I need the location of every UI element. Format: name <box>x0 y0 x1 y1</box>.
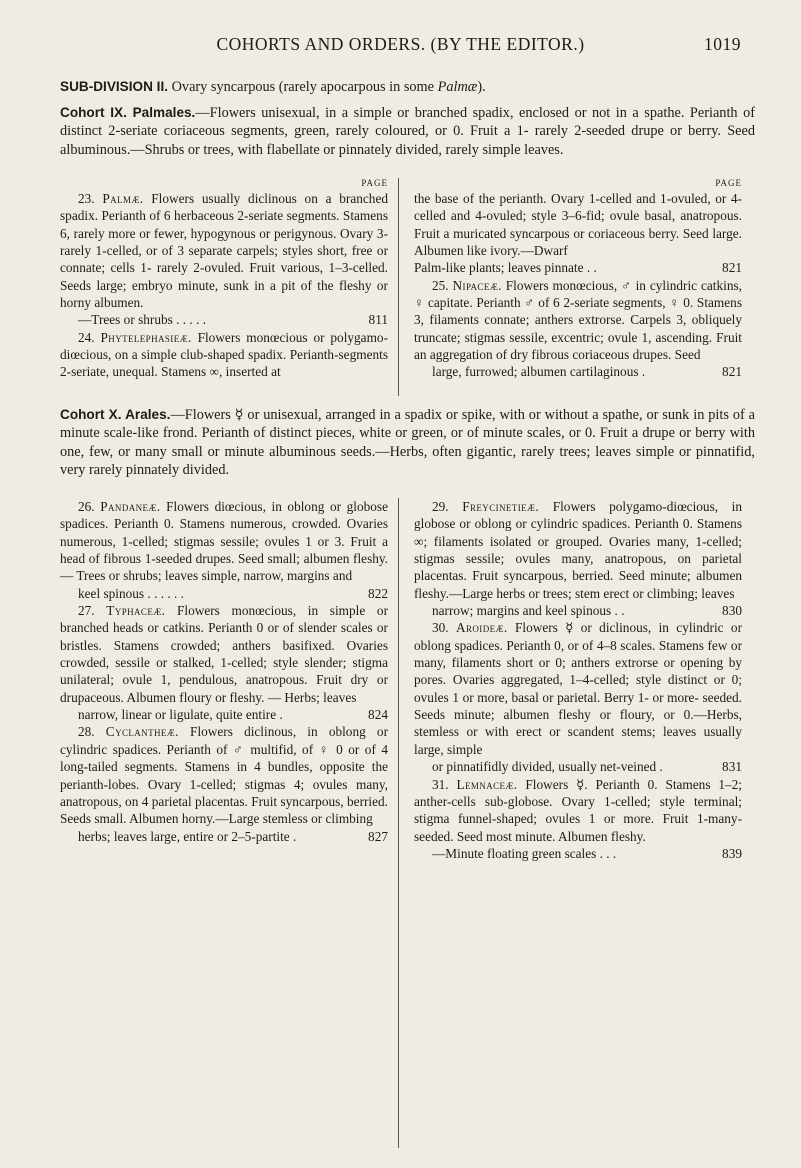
cohort-ix-title: Cohort IX. Palmales. <box>60 105 196 120</box>
subdivision-heading <box>60 78 755 96</box>
order-entry <box>60 498 388 602</box>
column-divider <box>398 178 399 396</box>
order-page-ref: 827 <box>368 828 388 844</box>
order-list-right <box>414 498 742 862</box>
order-last-line: keel spinous . . . . . . <box>78 585 184 601</box>
order-description: Flowers diœcious, in oblong or globose spadices. Perianth 0. Stamens numerous, crowded. Ovaries numerous, 1-celled; stigmas sessile; ovules 1 or 3. Fruit a head of fibrous 1-seeded drupes. Seed small; albumen fleshy. — Trees or shrubs; leaves simple, narrow, margins and <box>60 499 388 584</box>
order-number: 25. <box>432 277 449 293</box>
left-column <box>60 178 388 381</box>
order-description: Flowers polygamo-diœcious, in globose or oblong or cylindric spadices. Perianth 0. Stamens ∞; filaments isolated or grouped. Ovaries many, 1-celled; stigmas sessile; ovules many, anatropous, on parietal placentas. Fruit syncarpous, berried. Seed minute; albumen fleshy.—Large herbs or trees; stem erect or climbing; leaves <box>414 499 742 601</box>
left-column <box>60 498 388 845</box>
order-number: 23. <box>78 191 95 206</box>
order-page-ref: 830 <box>722 603 742 619</box>
order-name: Cyclantheæ. <box>105 724 179 740</box>
order-entry <box>414 277 742 381</box>
order-final-line <box>60 828 388 845</box>
order-last-line: —Trees or shrubs . . . . . <box>78 312 207 328</box>
subdivision-text: Ovary syncarpous (rarely apocarpous in some <box>168 79 438 95</box>
order-final-line <box>60 706 388 723</box>
order-last-line: Palm-like plants; leaves pinnate . . <box>414 260 597 276</box>
order-page-ref: 822 <box>368 585 388 601</box>
order-description: Flowers ☿. Perianth 0. Stamens 1–2; anther-cells sub-globose. Ovary 1-celled; style terminal; stigma funnel-shaped; ovules 1 or more. Fruit 1-many-seeded. Seed most minute. Albumen fleshy. <box>414 776 742 844</box>
order-page-ref: 811 <box>368 312 388 328</box>
subdivision-italic: Palmæ <box>437 79 478 95</box>
order-number: 27. <box>78 603 95 619</box>
order-entry <box>60 329 388 381</box>
order-page-ref: 839 <box>722 845 742 861</box>
order-name: Phytelephasieæ. <box>100 329 192 345</box>
right-column <box>414 178 742 381</box>
order-number: 26. <box>78 499 95 514</box>
cohort-ix-orders <box>60 178 755 396</box>
order-description: Flowers monœcious or polygamo-diœcious, on a simple club-shaped spadix. Perianth-segments 2-seriate, unequal. Stamens ∞, inserted at <box>60 329 389 380</box>
order-final-line <box>414 845 742 862</box>
order-last-line: —Minute floating green scales . . . <box>432 845 617 861</box>
order-description: Flowers monœcious, in simple or branched heads or catkins. Perianth 0 or of slender scales or bristles. Stamens crowded; anthers basifixed. Ovaries crowded, sessile or stalked, 1-celled; style slender; stigma unilateral; ovule 1, pendulous, anatropous. Fruit dry or drupaceous. Albumen floury or fleshy. — Herbs; leaves <box>60 603 389 705</box>
order-entry <box>414 619 742 775</box>
order-number: 28. <box>78 724 95 740</box>
order-number: 31. <box>432 776 449 792</box>
order-description: Flowers usually diclinous on a branched spadix. Perianth of 6 herbaceous 2-seriate segments. Stamens 6, rarely more or fewer, hypogynous or perigynous. Ovary 3- rarely 1-celled, or of 3 separate carpels; styles short, free or connate; cells 1- rarely 2-ovuled. Fruit various, 1–3-celled. Seeds large; embryo minute, sunk in a pit of the fleshy or horny albumen. <box>60 191 388 311</box>
order-final-line <box>414 363 742 380</box>
order-last-line: large, furrowed; albumen cartilaginous . <box>432 364 646 380</box>
order-page-ref: 831 <box>722 759 742 775</box>
page-column-label: PAGE <box>715 178 742 188</box>
order-list-right <box>414 190 742 381</box>
order-final-line <box>414 259 742 276</box>
order-description: Flowers diclinous, in oblong or cylindric spadices. Perianth of ♂ multifid, of ♀ 0 or of 4 long-tailed segments. Stamens in 4 bundles, opposite the perianth-lobes. Ovary 1-celled; stigmas 4; ovules many, anatropous, on 4 parietal placentas. Fruit syncarpous, berried. Seeds small. Albumen horny.—Large stemless or climbing <box>60 724 388 827</box>
order-page-ref: 821 <box>722 364 742 380</box>
order-name: Lemnaceæ. <box>456 776 518 792</box>
order-description: Flowers monœcious, ♂ in cylindric catkins, ♀ capitate. Perianth ♂ of 6 2-seriate segments, ♀ 0. Stamens 3, filaments connate; anthers extrorse. Carpels 3, obliquely truncate; stigmas sessile, excentric; ovule 1, ascending. Fruit an aggregation of dry fibrous coriaceous drupes. Seed <box>414 277 742 363</box>
column-divider <box>398 498 399 1148</box>
order-entry <box>414 498 742 619</box>
order-page-ref: 821 <box>722 260 742 276</box>
order-entry <box>414 776 742 863</box>
subdivision-end: ). <box>477 79 486 95</box>
order-entry <box>60 602 388 723</box>
order-list-left <box>60 498 388 845</box>
order-name: Typhaceæ. <box>106 603 166 619</box>
running-head-title: COHORTS AND ORDERS. (BY THE EDITOR.) <box>216 34 585 54</box>
order-name: Pandaneæ. <box>100 499 161 514</box>
order-final-line <box>60 585 388 602</box>
order-final-line <box>60 311 388 328</box>
order-list-left <box>60 190 388 381</box>
cohort-x-paragraph <box>60 406 755 480</box>
order-number: 24. <box>78 329 95 345</box>
order-description: Flowers ☿ or diclinous, in cylindric or oblong spadices. Perianth 0, or of 4–8 scales. Stamens few or many, filaments short or 0; anthers extrorse or opening by pores. Ovaries aggregated, 1–4-celled; style distinct or 0; ovules 1 or more, basal or parietal. Berry 1- or more- seeded. Seeds minute; albumen fleshy or floury, or 0.—Herbs, stemless or with erect or scandent stems; leaves usually large, simple <box>414 620 743 757</box>
order-last-line: narrow, linear or ligulate, quite entire . <box>78 707 283 723</box>
order-name: Aroideæ. <box>456 620 508 636</box>
right-column <box>414 498 742 862</box>
order-final-line <box>414 758 742 775</box>
cohort-ix-paragraph <box>60 104 755 159</box>
page-number: 1019 <box>704 34 741 54</box>
order-last-line: or pinnatifidly divided, usually net-veined . <box>432 759 663 775</box>
page-column-label: PAGE <box>361 178 388 188</box>
order-entry <box>60 190 388 329</box>
order-number: 30. <box>432 620 449 636</box>
cohort-ix-text: —Flowers unisexual, in a simple or branched spadix, enclosed or not in a spathe. Perianth of distinct 2-seriate coriaceous segments, green, rarely coloured, or 0. Fruit a 1- rarely 2-seeded drupe or berry. Seed albuminous.—Shrubs or trees, with flabellate or pinnately divided, rarely simple leaves. <box>60 105 755 158</box>
order-entry <box>60 723 388 844</box>
order-final-line <box>414 602 742 619</box>
order-description: the base of the perianth. Ovary 1-celled and 1-ovuled, or 4-celled and 4-ovuled; style 3–6-fid; ovule basal, anatropous. Fruit a muricated syncarpous or coriaceous berry. Seed large. Albumen like ivory.—Dwarf <box>414 191 742 259</box>
order-name: Nipaceæ. <box>452 277 502 293</box>
subdivision-label: SUB-DIVISION II. <box>60 79 169 94</box>
order-number: 29. <box>432 499 449 514</box>
cohort-x-orders <box>60 498 755 1148</box>
order-name: Freycinetieæ. <box>462 499 540 514</box>
order-last-line: narrow; margins and keel spinous . . <box>432 603 625 619</box>
order-last-line: herbs; leaves large, entire or 2–5-partite . <box>78 828 297 844</box>
order-entry <box>414 190 742 277</box>
running-head <box>60 34 741 58</box>
order-page-ref: 824 <box>368 707 388 723</box>
cohort-x-title: Cohort X. Arales. <box>60 407 171 422</box>
order-name: Palmæ. <box>102 191 144 206</box>
cohort-x-text: —Flowers ☿ or unisexual, arranged in a spadix or spike, with or without a spathe, or sunk in pits of a minute scale-like frond. Perianth of distinct pieces, white or green, or of minute scales, or 0. Fruit a drupe or berry with one, few, or many small or minute albuminous seeds.—Herbs, often gigantic, rarely trees; leaves simple or pinnatifid, very rarely pinnately divided. <box>60 407 755 479</box>
